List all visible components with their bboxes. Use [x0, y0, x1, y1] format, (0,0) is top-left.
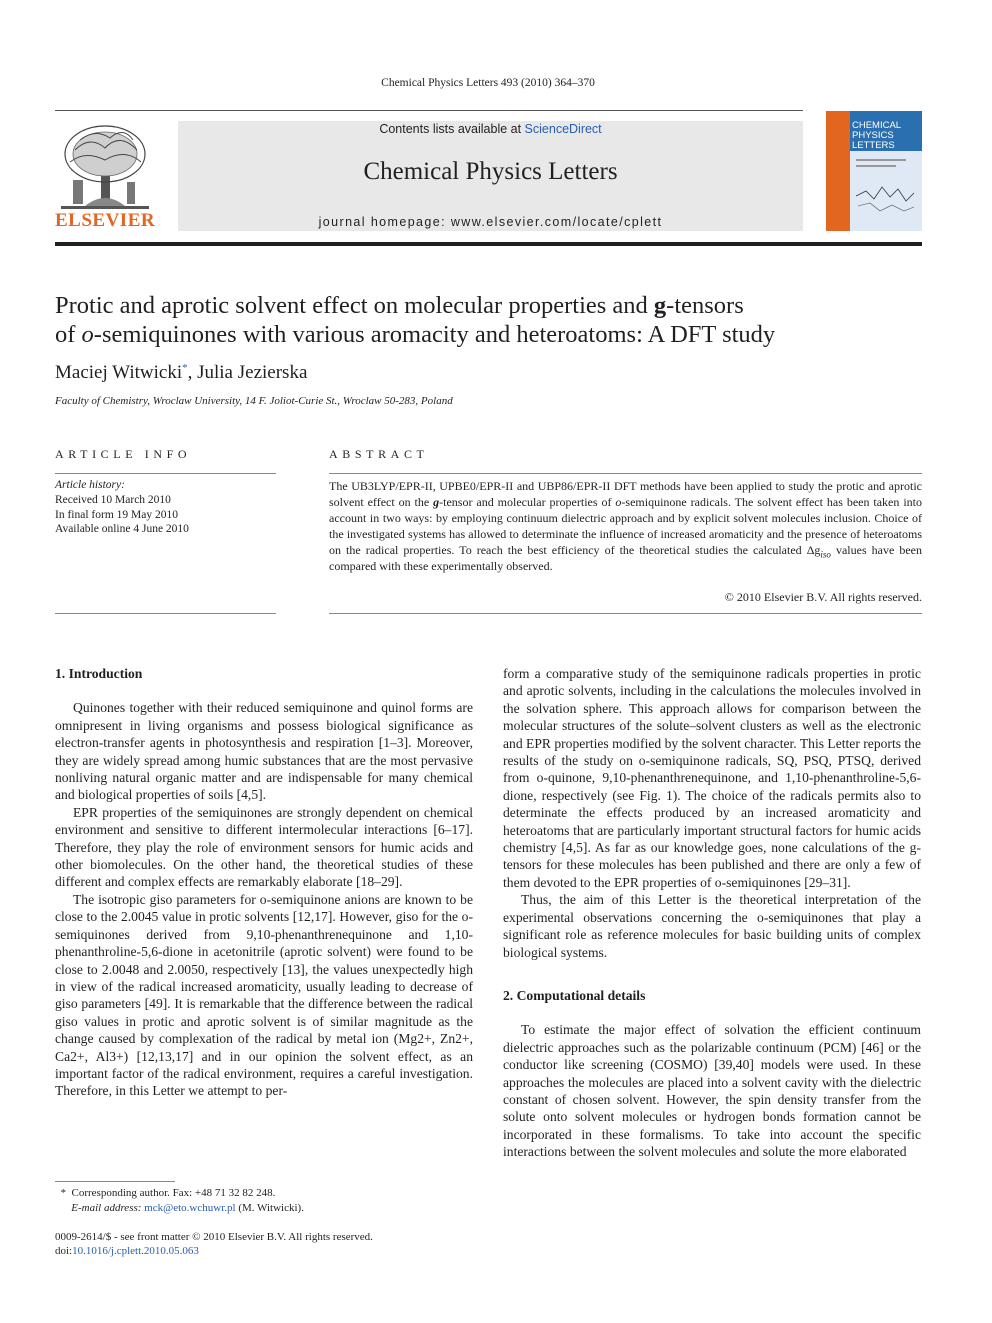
- abstract-run: -semiquinone radicals. The solvent effect has been taken into account in two ways: by employing continuum dielectric approach and by explicit solvent molecules inclusion. Choice of the investigated systems has allowed to determinate the influence of increased aromaticity and the presence of heteroatoms on the radical properties. To reach the best efficiency of the theoretical studies the calculated Δg: [329, 494, 922, 557]
- footnote-rule: [55, 1181, 175, 1182]
- author-name[interactable]: Maciej Witwicki: [55, 362, 183, 383]
- section-heading: 2. Computational details: [503, 987, 646, 1003]
- doi-link[interactable]: 10.1016/j.cplett.2010.05.063: [72, 1245, 199, 1257]
- abstract-o-prefix: o: [615, 494, 622, 509]
- abstract-text: [329, 479, 922, 574]
- top-rule: [55, 110, 803, 111]
- abstract-run: values have been compared with these experimentally observed.: [329, 542, 922, 573]
- cover-title: [852, 121, 901, 151]
- publisher-wordmark: ELSEVIER: [55, 210, 156, 231]
- email-label: E-mail address:: [71, 1201, 145, 1214]
- online-date: Available online 4 June 2010: [55, 523, 189, 536]
- divider: [55, 473, 276, 474]
- running-head: Chemical Physics Letters 493 (2010) 364–370: [381, 77, 595, 89]
- footnote-mark: *: [60, 1187, 66, 1199]
- article-history: [55, 478, 189, 537]
- paragraph: EPR properties of the semiquinones are strongly dependent on chemical environment and sensitive to different intermolecular interactions [6–17]. Therefore, they play the role of environment sensors for humic acids and other biomolecules. On the other hand, the theoretical studies of these different and complex effects are remarkably elaborate [18–29].: [55, 804, 473, 890]
- email-note: [55, 1201, 304, 1216]
- received-date: Received 10 March 2010: [55, 493, 171, 506]
- copyright-notice: © 2010 Elsevier B.V. All rights reserved.: [724, 590, 922, 604]
- final-form-date: In final form 19 May 2010: [55, 508, 178, 521]
- title-text: -semiquinones with various aromacity and heteroatoms: A DFT study: [93, 321, 776, 348]
- article-info-heading: ARTICLE INFO: [55, 447, 192, 461]
- author-separator: ,: [187, 362, 198, 383]
- title-o-prefix: o: [81, 321, 94, 348]
- paragraph: Quinones together with their reduced semiquinone and quinol forms are omnipresent in living organisms and possess biological significance as electron-transfer agents in photosynthesis and respiration [1–3]. Moreover, they are widely spread among humic substances that are the most pervasive nonliving natural organic matter and are indispensable for many chemical and biological properties of soils [4,5].: [55, 700, 473, 803]
- cover-title-line: CHEMICAL: [852, 120, 902, 131]
- author-list: [55, 362, 307, 384]
- abstract-heading: ABSTRACT: [329, 447, 429, 461]
- email-owner: (M. Witwicki).: [235, 1201, 304, 1214]
- author-name[interactable]: Julia Jezierska: [197, 362, 308, 383]
- paragraph: The isotropic giso parameters for o-semiquinone anions are known to be close to the 2.0045 value in protic solvents [12,17]. However, giso for the o-semiquinones derived from 9,10-phenanthrenequinone and 1,10-phenanthroline-5,6-dione in acetonitrile (aprotic solvent) were found to be close to 2.0048 and 2.0050, respectively [13], the values unexpectedly high in view of the radical increased aromaticity, usually leading to decrease of giso parameters [49]. It is remarkable that the difference between the radical giso values in protic and aprotic solvent is of similar magnitude as the change caused by complexation of the radical by metal ion (Mg2+, Zn2+, Ca2+, Al3+) [12,13,17] and in our opinion the solvent effect, as an important factor of the radical environment, requires a careful investigation. Therefore, in this Letter we attempt to per-: [55, 891, 473, 1099]
- article-title: [55, 291, 935, 349]
- title-text: of: [55, 321, 82, 348]
- history-label: Article history:: [55, 479, 125, 491]
- corresponding-note: [55, 1186, 304, 1201]
- title-text: -tensors: [666, 292, 744, 319]
- doi-line: [55, 1244, 373, 1258]
- divider: [55, 613, 276, 614]
- doi-label: doi:: [55, 1245, 73, 1257]
- abstract-run: -tensor and molecular properties of: [439, 494, 616, 509]
- elsevier-logo[interactable]: [55, 120, 155, 232]
- paragraph: form a comparative study of the semiquinone radicals properties in protic and aprotic solvents, including in the calculations the molecules involved in the solvation sphere. This approach allows for comparison between the molecular structures of the solute–solvent clusters as well as the electronic and EPR properties modified by the solvent character. This Letter reports the results of the study on o-semiquinone radicals, SQ, PSQ, PTSQ, derived from o-quinone, 9,10-phenanthrenequinone, and 1,10-phenanthroline-5,6-dione, respectively (see Fig. 1). The choice of the radicals permits also to determinate the effects produced by an increased aromaticity and heteroatoms that are particularly important structural factors for humic acids chemistry [4,5]. As far as our knowledge goes, none calculations of the g-tensors for these molecules has been published and there are only a few of them devoted to the EPR properties of o-semiquinones [29–31].: [503, 666, 922, 890]
- title-g-symbol: g: [653, 292, 667, 319]
- body-column-left: [55, 665, 473, 1100]
- paragraph: Thus, the aim of this Letter is the theoretical interpretation of the experimental observations concerning the o-semiquinones that play a significant role as reference molecules for basic building units of complex biological systems.: [503, 892, 921, 960]
- cover-title-line: PHYSICS: [852, 130, 894, 141]
- title-text: Protic and aprotic solvent effect on molecular properties and: [55, 292, 654, 319]
- paragraph: To estimate the major effect of solvation the efficient continuum dielectric approaches such as the polarizable continuum (PCM) [46] or the conductor like screening (COSMO) [39,40] models were used. In these approaches the molecules are placed into a solvent cavity with the dielectric constant of chosen solvent. However, the spin density transfer from the solute onto solvent molecules or hydrogen bonds formation cannot be incorporated in these formalisms. To take into account the specific interactions between the solvent molecules and solute the more elaborated: [503, 1022, 921, 1160]
- affiliation: Faculty of Chemistry, Wroclaw University, 14 F. Joliot-Curie St., Wroclaw 50-283, Poland: [55, 395, 453, 407]
- footnote: [55, 1186, 304, 1215]
- body-column-right: [503, 665, 921, 1161]
- corresponding-text: Corresponding author. Fax: +48 71 32 82 248.: [71, 1187, 276, 1199]
- abstract-run: The UB3LYP/EPR-II, UPBE0/EPR-II and UBP86/EPR-II DFT methods have been applied to study the protic and aprotic solvent effect on the: [329, 479, 922, 509]
- cover-title-line: LETTERS: [852, 140, 895, 151]
- page-footer: [55, 1230, 373, 1258]
- contents-line: [178, 122, 803, 136]
- issn-line: 0009-2614/$ - see front matter © 2010 Elsevier B.V. All rights reserved.: [55, 1231, 373, 1243]
- corresponding-author-mark[interactable]: *: [182, 361, 188, 374]
- journal-homepage[interactable]: journal homepage: www.elsevier.com/locate/cplett: [318, 215, 663, 229]
- contents-prefix: Contents lists available at: [379, 122, 525, 136]
- abstract-iso-subscript: iso: [820, 549, 831, 560]
- journal-name: Chemical Physics Letters: [363, 158, 618, 185]
- sciencedirect-link[interactable]: ScienceDirect: [524, 122, 602, 136]
- email-link[interactable]: mck@eto.wchuwr.pl: [144, 1201, 236, 1214]
- divider: [329, 613, 922, 614]
- journal-cover-thumbnail[interactable]: [826, 111, 922, 231]
- header-thick-rule: [55, 242, 922, 246]
- abstract-g-symbol: g: [433, 494, 440, 509]
- section-heading: 1. Introduction: [55, 666, 143, 681]
- divider: [329, 473, 922, 474]
